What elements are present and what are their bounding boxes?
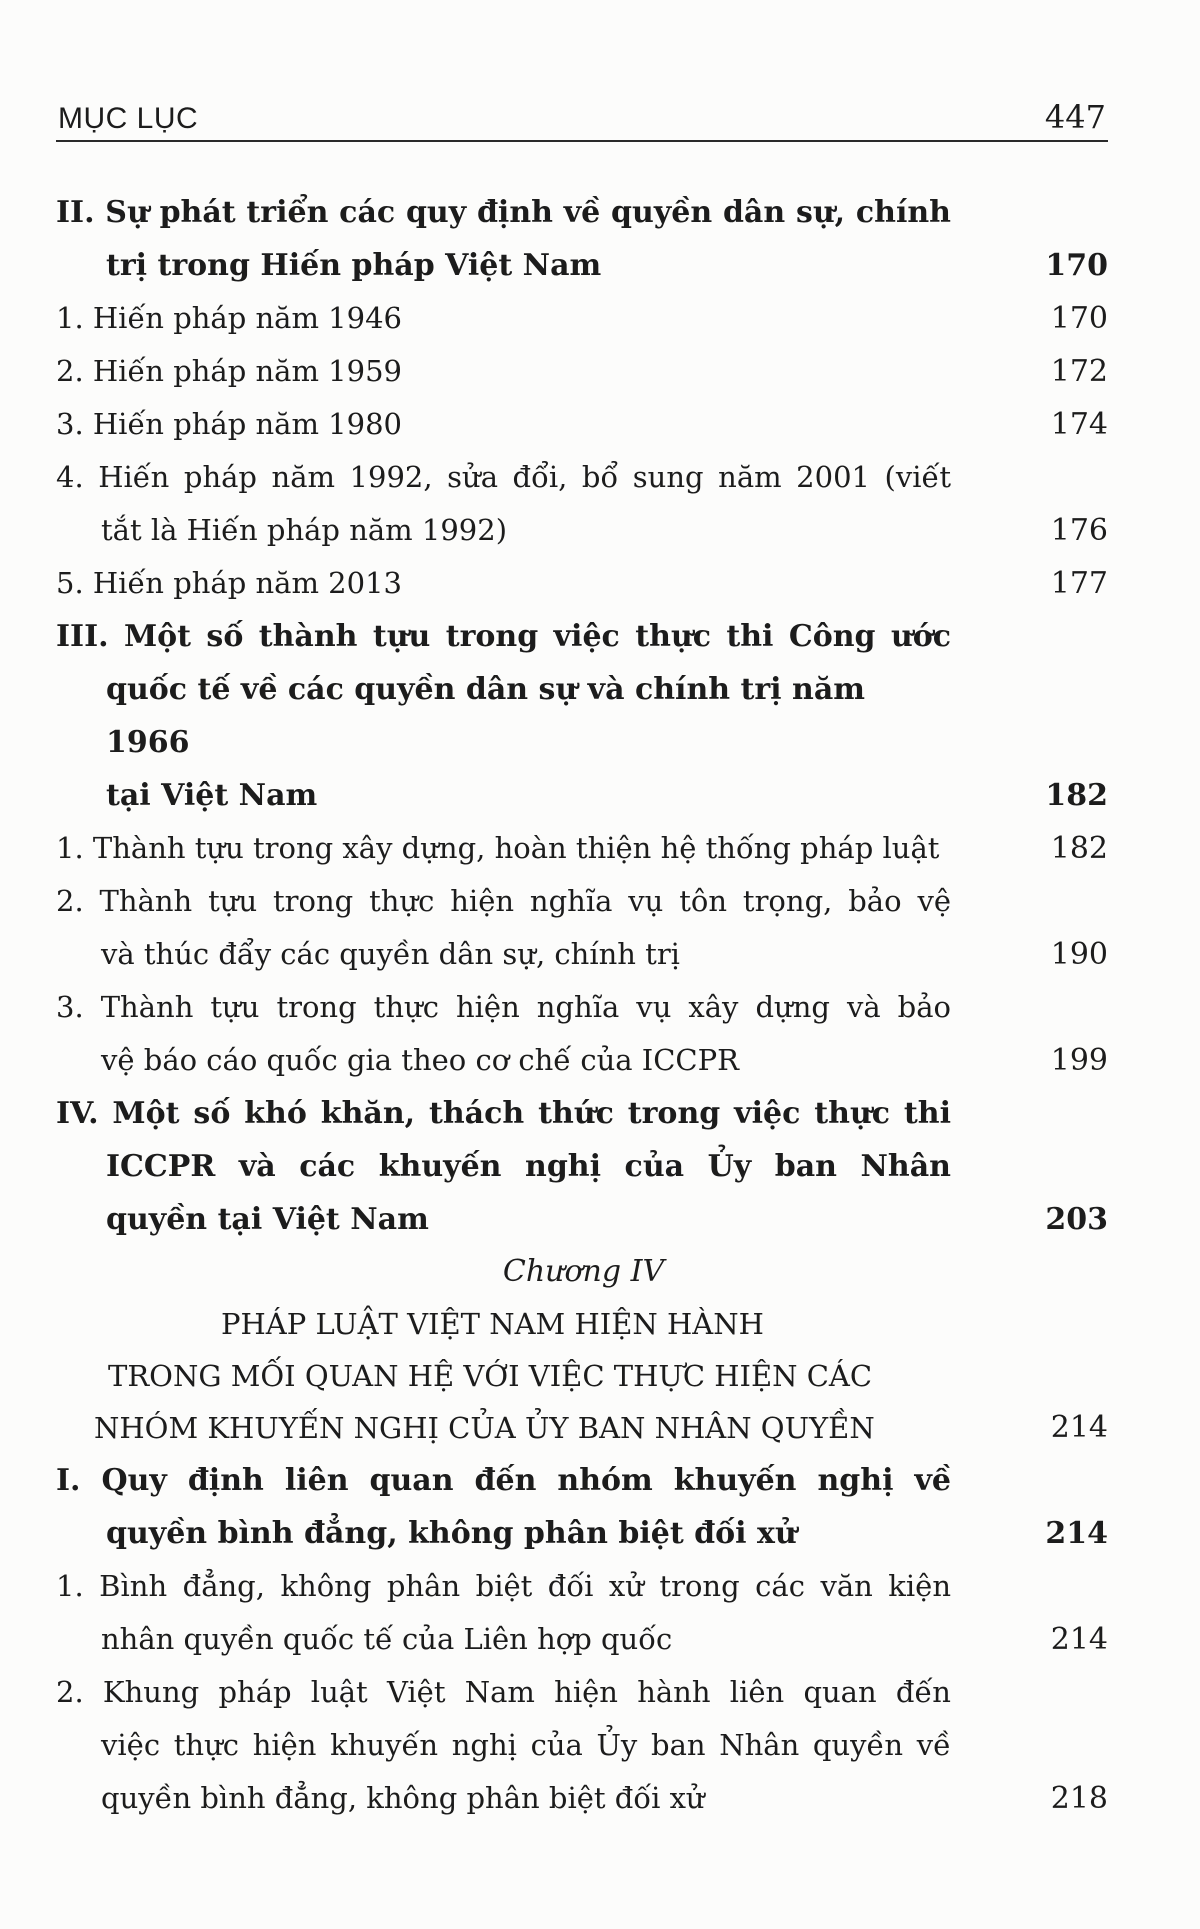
toc-page-number: 218	[1050, 1781, 1108, 1816]
toc-entry-sub[interactable]	[56, 1560, 1108, 1666]
toc-line: TRONG MỐI QUAN HỆ VỚI VIỆC THỰC HIỆN CÁC	[108, 1359, 873, 1393]
toc-page-number: 182	[1045, 778, 1108, 813]
toc-entry-sub[interactable]	[56, 345, 1108, 398]
toc-line: 5. Hiến pháp năm 2013	[56, 566, 402, 600]
toc-page-number: 177	[1050, 566, 1108, 601]
chapter-label: Chương IV	[502, 1254, 665, 1289]
toc-line: NHÓM KHUYẾN NGHỊ CỦA ỦY BAN NHÂN QUYỀN	[94, 1411, 875, 1445]
toc-page-number: 170	[1045, 248, 1108, 283]
toc-page-number: 203	[1045, 1202, 1108, 1237]
toc-entry-sub[interactable]	[56, 451, 1108, 557]
toc-entry-chapter[interactable]	[56, 1246, 1108, 1454]
toc-line: 4. Hiến pháp năm 1992, sửa đổi, bổ sung năm 2001 (viết	[56, 460, 951, 494]
toc-line: PHÁP LUẬT VIỆT NAM HIỆN HÀNH	[221, 1307, 764, 1341]
toc-line: 2. Thành tựu trong thực hiện nghĩa vụ tôn trọng, bảo vệ	[56, 884, 951, 918]
toc-page-number: 199	[1050, 1043, 1108, 1078]
page-header	[56, 96, 1108, 142]
toc-page-number: 176	[1050, 513, 1108, 548]
page-number: 447	[1044, 98, 1106, 136]
toc-line: quyền bình đẳng, không phân biệt đối xử	[101, 1781, 705, 1815]
toc-line: 1. Bình đẳng, không phân biệt đối xử trong các văn kiện	[56, 1569, 951, 1603]
toc-line: IV. Một số khó khăn, thách thức trong việc thực thi	[56, 1096, 951, 1131]
toc-line: 1. Hiến pháp năm 1946	[56, 301, 402, 335]
toc-entry-section[interactable]	[56, 610, 1108, 822]
toc-entry-sub[interactable]	[56, 398, 1108, 451]
toc-entry-sub[interactable]	[56, 822, 1108, 875]
chapter-title	[56, 1298, 1031, 1454]
toc-line: 2. Hiến pháp năm 1959	[56, 354, 402, 388]
toc-page-number: 214	[1050, 1410, 1108, 1445]
toc-entry-sub[interactable]	[56, 292, 1108, 345]
toc-page-number: 182	[1050, 831, 1108, 866]
toc-line: trị trong Hiến pháp Việt Nam	[106, 248, 602, 283]
toc-line: II. Sự phát triển các quy định về quyền dân sự, chính	[56, 195, 951, 230]
toc-line: III. Một số thành tựu trong việc thực thi Công ước	[56, 619, 951, 654]
toc-line: vệ báo cáo quốc gia theo cơ chế của ICCPR	[101, 1043, 739, 1077]
running-head: MỤC LỤC	[58, 102, 199, 135]
toc-line: 3. Thành tựu trong thực hiện nghĩa vụ xây dựng và bảo	[56, 990, 951, 1024]
toc-line: quyền bình đẳng, không phân biệt đối xử	[106, 1516, 797, 1551]
toc-page-number: 214	[1050, 1622, 1108, 1657]
toc-line: I. Quy định liên quan đến nhóm khuyến nghị về	[56, 1463, 951, 1498]
toc-line: quyền tại Việt Nam	[106, 1202, 429, 1237]
toc-entry-section[interactable]	[56, 186, 1108, 292]
toc-line: quốc tế về các quyền dân sự và chính trị năm 1966	[106, 672, 866, 760]
toc-page-number: 190	[1050, 937, 1108, 972]
toc-page-number: 214	[1045, 1516, 1108, 1551]
toc-line: 2. Khung pháp luật Việt Nam hiện hành liên quan đến	[56, 1675, 951, 1709]
toc-line: 3. Hiến pháp năm 1980	[56, 407, 402, 441]
toc-entry-section[interactable]	[56, 1454, 1108, 1560]
toc-page-number: 170	[1050, 301, 1108, 336]
toc-line: tại Việt Nam	[106, 778, 318, 813]
toc-line: tắt là Hiến pháp năm 1992)	[101, 513, 508, 547]
toc-line: việc thực hiện khuyến nghị của Ủy ban Nhân quyền về	[101, 1728, 951, 1762]
toc-page-number: 172	[1050, 354, 1108, 389]
toc-line: 1. Thành tựu trong xây dựng, hoàn thiện hệ thống pháp luật	[56, 831, 940, 865]
toc-entry-sub[interactable]	[56, 981, 1108, 1087]
toc-entry-sub[interactable]	[56, 557, 1108, 610]
toc-entry-sub[interactable]	[56, 875, 1108, 981]
table-of-contents	[56, 186, 1108, 1825]
toc-entry-section[interactable]	[56, 1087, 1108, 1246]
toc-line: nhân quyền quốc tế của Liên hợp quốc	[101, 1622, 673, 1656]
toc-entry-sub[interactable]	[56, 1666, 1108, 1825]
toc-page-number: 174	[1050, 407, 1108, 442]
toc-line: ICCPR và các khuyến nghị của Ủy ban Nhân	[106, 1149, 951, 1184]
toc-line: và thúc đẩy các quyền dân sự, chính trị	[101, 937, 680, 971]
